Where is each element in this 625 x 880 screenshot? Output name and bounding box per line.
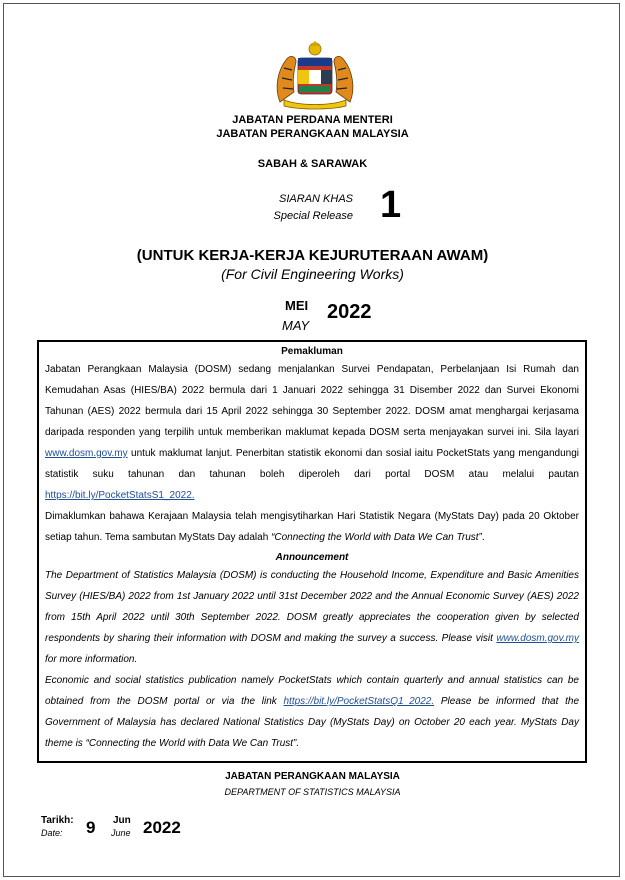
- date-label-en: Date:: [41, 828, 63, 838]
- paragraph-en-2-text-b: Please be informed that the Government of Malaysia has declared National Statistics Day (MyStats Day) on October 20 each year. MyStats Day theme is “Connecting the World with Data We Can Trust”.: [45, 696, 580, 749]
- paragraph-en-1: [45, 565, 579, 670]
- mystats-theme-quote: “Connecting the World with Data We Can Trust”: [271, 532, 482, 543]
- paragraph-ms-2-text: Dimaklumkan bahawa Kerajaan Malaysia telah mengisytiharkan Hari Statistik Negara (MyStats Day) pada 20 Oktober setiap tahun. Tema sambutan MyStats Day adalah: [45, 511, 579, 543]
- release-year: 2022: [327, 301, 372, 323]
- release-number: 1: [380, 184, 402, 226]
- paragraph-ms-1: [45, 359, 579, 506]
- release-type-ms: SIARAN KHAS: [279, 193, 353, 205]
- month-ms: MEI: [285, 298, 309, 313]
- date-label-ms: Tarikh:: [41, 815, 74, 826]
- paragraph-en-1-text-a: The Department of Statistics Malaysia (DOSM) is conducting the Household Income, Expenditure and Basic Amenities Survey (HIES/BA) 2022 from 1st January 2022 until 31st December 2022 and the Annual Economic Survey (AES) 2022 from 15th April 2022 until 30th September 2022. DOSM greatly appreciates the cooperation given by selected respondents by sharing their information with DOSM and making the survey a success. Please visit: [45, 570, 579, 644]
- release-type-en: Special Release: [273, 210, 353, 222]
- pocketstats-link-en[interactable]: https://bit.ly/PocketStatsQ1_2022.: [283, 696, 435, 707]
- footer-dept-en: DEPARTMENT OF STATISTICS MALAYSIA: [224, 787, 401, 797]
- heading-en: Announcement: [275, 552, 349, 563]
- org-line-pmd: JABATAN PERDANA MENTERI: [232, 114, 393, 126]
- org-line-dosm: JABATAN PERANGKAAN MALAYSIA: [216, 128, 409, 140]
- paragraph-ms-1-text-a: Jabatan Perangkaan Malaysia (DOSM) sedang menjalankan Survei Pendapatan, Perbelanjaan Isi Rumah dan Kemudahan Asas (HIES/BA) 2022 bermula dari 1 Januari 2022 sehingga 31 Disember 2022 dan Survei Ekonomi Tahunan (AES) 2022 bermula dari 15 April 2022 sehingga 30 September 2022. DOSM amat menghargai kerjasama daripada responden yang terpilih untuk memberikan maklumat kepada DOSM serta menjayakan survei ini. Sila layari: [45, 364, 579, 438]
- paragraph-en-2: [45, 670, 579, 754]
- title-ms: (UNTUK KERJA-KERJA KEJURUTERAAN AWAM): [136, 247, 489, 264]
- date-day: 9: [86, 818, 96, 837]
- announcement-box: [37, 340, 587, 763]
- heading-ms: Pemakluman: [281, 346, 343, 357]
- paragraph-en-2-text-a: Economic and social statistics publication namely PocketStats which contain quarterly and annual statistics can be obtained from the DOSM portal or via the link: [45, 675, 579, 707]
- date-month-en: June: [111, 828, 131, 838]
- paragraph-ms-2-end: .: [481, 532, 485, 543]
- pocketstats-link-ms[interactable]: https://bit.ly/PocketStatsS1_2022.: [45, 490, 195, 501]
- region-label: SABAH & SARAWAK: [257, 158, 368, 170]
- paragraph-en-1-text-b: for more information.: [45, 654, 138, 665]
- month-en: MAY: [282, 318, 310, 333]
- dosm-website-link[interactable]: www.dosm.gov.my: [45, 448, 128, 459]
- title-en: (For Civil Engineering Works): [221, 266, 404, 282]
- date-year: 2022: [143, 818, 181, 837]
- dosm-website-link-en[interactable]: www.dosm.gov.my: [496, 633, 579, 644]
- footer-dept-ms: JABATAN PERANGKAAN MALAYSIA: [225, 771, 400, 782]
- coat-of-arms-logo: [270, 40, 360, 110]
- paragraph-ms-1-text-b: untuk maklumat lanjut. Penerbitan statistik ekonomi dan sosial iaitu PocketStats yang mengandungi statistik suku tahunan dan tahunan boleh diperoleh dari portal DOSM atau melalui pautan: [45, 448, 579, 480]
- date-month-ms: Jun: [113, 815, 131, 826]
- paragraph-ms-2: [45, 506, 579, 548]
